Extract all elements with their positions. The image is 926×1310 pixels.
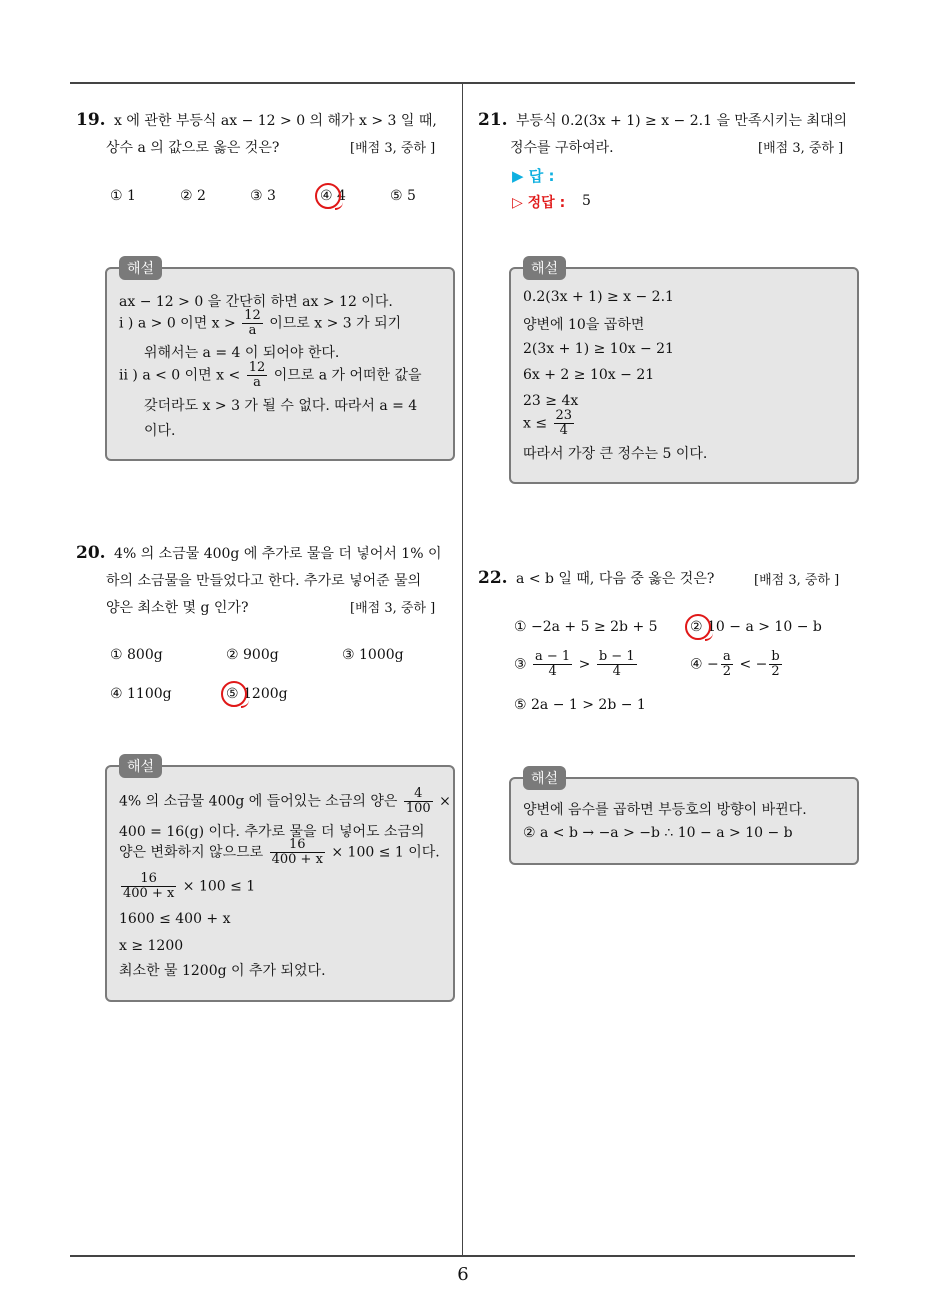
question-text-2: 정수를 구하여라.: [510, 140, 614, 156]
question-text: a < b 일 때, 다음 중 옳은 것은?: [516, 571, 715, 587]
explanation-line: 최소한 물 1200g 이 추가 되었다.: [119, 963, 326, 979]
explanation-tag: 해설: [523, 766, 566, 790]
choice-1[interactable]: ① 800g: [110, 647, 163, 663]
question-meta: [배점 3, 중하 ]: [350, 141, 436, 156]
explanation-line: ax − 12 > 0 을 간단히 하면 ax > 12 이다.: [119, 294, 393, 310]
question-text: 부등식 0.2(3x + 1) ≥ x − 2.1 을 만족시키는 최대의: [516, 113, 848, 129]
explanation-box: [509, 777, 859, 865]
explanation-line: 위해서는 a = 4 이 되어야 한다.: [144, 345, 340, 361]
explanation-tag: 해설: [523, 256, 566, 280]
choice-3[interactable]: ③ $\frac{a - 1}{4}$ > $\frac{b - 1}{4}$: [514, 649, 635, 679]
question-number: 21.: [478, 110, 508, 130]
choice-4[interactable]: ④ 1100g: [110, 686, 172, 702]
choice-2[interactable]: ② 900g: [226, 647, 279, 663]
explanation-line: 양은 변화하지 않으므로 $\frac{16}{400 + x}$ × 100 ≤ 1 이다.: [119, 837, 440, 867]
explanation-line: 23 ≥ 4x: [523, 393, 579, 409]
answer-mark-circle: [685, 614, 711, 640]
choice-2[interactable]: ② 10 − a > 10 − b: [690, 619, 822, 635]
choice-5[interactable]: ⑤ 2a − 1 > 2b − 1: [514, 697, 646, 713]
question-text: x 에 관한 부등식 ax − 12 > 0 의 해가 x > 3 일 때,: [114, 113, 437, 129]
choice-1[interactable]: ① 1: [110, 188, 136, 204]
fraction: $\frac{a}{2}$: [722, 649, 732, 679]
question-text: 4% 의 소금물 400g 에 추가로 물을 더 넣어서 1% 이: [114, 546, 442, 562]
question-text-2: 하의 소금물을 만들었다고 한다. 추가로 넣어준 물의: [106, 573, 422, 589]
fraction: $\frac{16}{400 + x}$: [123, 871, 175, 901]
choice-3[interactable]: ③ 1000g: [342, 647, 404, 663]
fraction: $\frac{b - 1}{4}$: [598, 649, 635, 679]
question-meta: [배점 3, 중하 ]: [350, 601, 436, 616]
answer-input-label[interactable]: ▶ 답 :: [512, 167, 555, 185]
explanation-line: 6x + 2 ≥ 10x − 21: [523, 367, 655, 383]
explanation-line: ② a < b → −a > −b ∴ 10 − a > 10 − b: [523, 825, 793, 841]
correct-answer-label: ▷ 정답 :: [512, 195, 566, 211]
answer-mark-circle: [221, 681, 247, 707]
choice-2[interactable]: ② 2: [180, 188, 206, 204]
explanation-line: 따라서 가장 큰 정수는 5 이다.: [523, 446, 708, 462]
question-meta: [배점 3, 중하 ]: [754, 573, 840, 588]
explanation-line: 2(3x + 1) ≥ 10x − 21: [523, 341, 674, 357]
explanation-tag: 해설: [119, 256, 162, 280]
explanation-line: ii ) a < 0 이면 x < $\frac{12}{a}$ 이므로 a 가 어떠한 값을: [119, 360, 422, 390]
explanation-line: 1600 ≤ 400 + x: [119, 911, 231, 927]
page-number: 6: [457, 1264, 469, 1285]
choice-3[interactable]: ③ 3: [250, 188, 276, 204]
explanation-line: 양변에 음수를 곱하면 부등호의 방향이 바뀐다.: [523, 802, 807, 818]
fraction: $\frac{b}{2}$: [771, 649, 780, 679]
choice-5[interactable]: ⑤ 5: [390, 188, 416, 204]
question-text-2: 상수 a 의 값으로 옳은 것은?: [106, 140, 280, 156]
choice-4[interactable]: ④ − $\frac{a}{2}$ < − $\frac{b}{2}$: [690, 649, 780, 679]
fraction: $\frac{16}{400 + x}$: [271, 837, 323, 867]
explanation-line: x ≤ $\frac{23}{4}$: [523, 408, 573, 438]
explanation-line: 400 = 16(g) 이다. 추가로 물을 더 넣어도 소금의: [119, 824, 425, 840]
explanation-line: x ≥ 1200: [119, 938, 184, 954]
explanation-line: 갖더라도 x > 3 가 될 수 없다. 따라서 a = 4: [144, 398, 418, 414]
explanation-line: $\frac{16}{400 + x}$ × 100 ≤ 1: [123, 871, 256, 901]
fraction: $\frac{a - 1}{4}$: [535, 649, 571, 679]
fraction: $\frac{4}{100}$: [405, 786, 431, 816]
explanation-tag: 해설: [119, 754, 162, 778]
bottom-rule: [70, 1255, 855, 1257]
fraction: $\frac{12}{a}$: [248, 360, 266, 390]
explanation-line: 0.2(3x + 1) ≥ x − 2.1: [523, 289, 674, 305]
choice-5[interactable]: ⑤ 1200g: [226, 686, 288, 702]
explanation-line: 양변에 10을 곱하면: [523, 317, 645, 333]
fraction: $\frac{12}{a}$: [244, 308, 261, 338]
correct-answer-value: 5: [582, 193, 591, 209]
question-number: 19.: [76, 110, 106, 130]
question-number: 22.: [478, 568, 508, 588]
explanation-line: 이다.: [144, 423, 176, 439]
question-number: 20.: [76, 543, 106, 563]
fraction: $\frac{23}{4}$: [555, 408, 573, 438]
explanation-line: 4% 의 소금물 400g 에 들어있는 소금의 양은 $\frac{4}{100}$ ×: [119, 786, 451, 816]
explanation-line: i ) a > 0 이면 x > $\frac{12}{a}$ 이므로 x > 3 가 되기: [119, 308, 402, 338]
answer-mark-circle: [315, 183, 341, 209]
question-text-3: 양은 최소한 몇 g 인가?: [106, 600, 249, 616]
question-meta: [배점 3, 중하 ]: [758, 141, 844, 156]
choice-4[interactable]: ④ 4: [320, 188, 346, 204]
choice-1[interactable]: ① −2a + 5 ≥ 2b + 5: [514, 619, 658, 635]
column-divider: [462, 83, 463, 1255]
